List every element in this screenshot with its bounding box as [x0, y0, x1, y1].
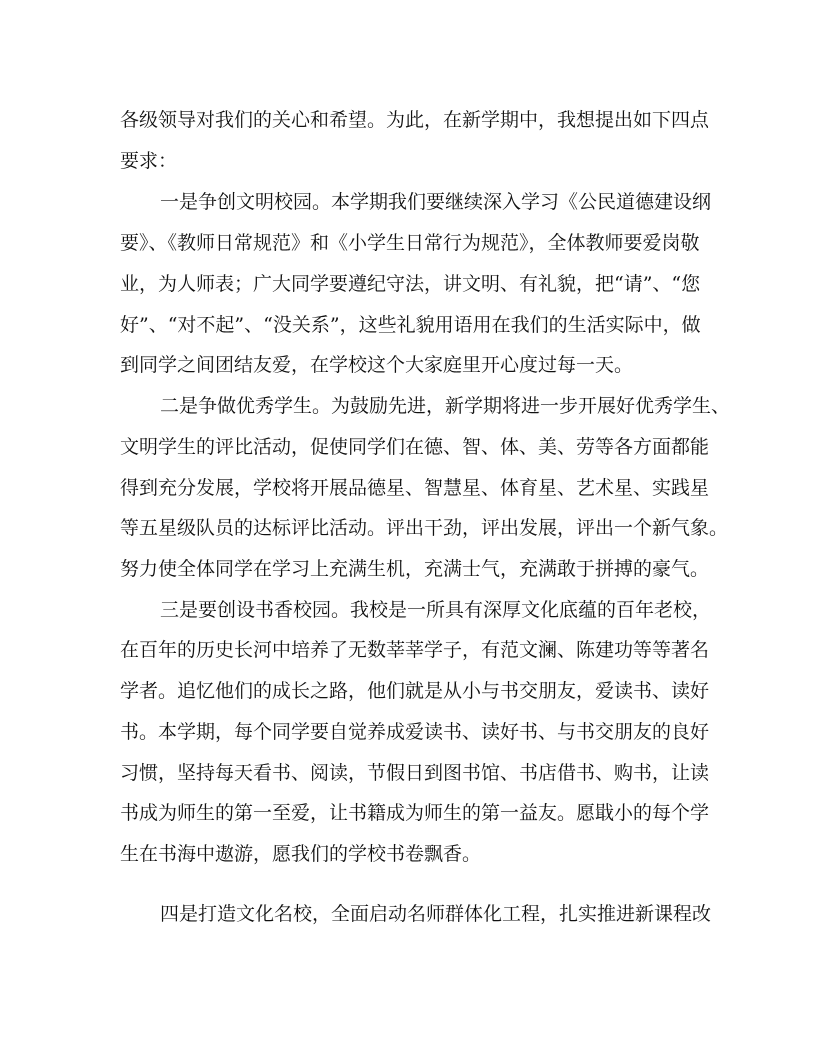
text-line: 书。本学期，每个同学要自觉养成爱读书、读好书、与书交朋友的良好	[120, 721, 710, 743]
text-line: 到同学之间团结友爱，在学校这个大家庭里开心度过每一天。	[120, 354, 634, 376]
text-line: 在百年的历史长河中培养了无数莘莘学子，有范文澜、陈建功等等著名	[120, 639, 710, 661]
paragraph-1-first-line: 一是争创文明校园。本学期我们要继续深入学习《公民道德建设纲	[160, 191, 712, 213]
text-line: 要求：	[120, 150, 178, 172]
text-line: 生在书海中遨游，愿我们的学校书卷飘香。	[120, 843, 482, 865]
text-line: 书成为师生的第一至爱，让书籍成为师生的第一益友。愿戢小的每个学	[120, 802, 710, 824]
paragraph-2-first-line: 二是争做优秀学生。为鼓励先进，新学期将进一步开展好优秀学生、	[160, 395, 731, 417]
text-line: 等五星级队员的达标评比活动。评出干劲，评出发展，评出一个新气象。	[120, 517, 729, 539]
text-line: 各级领导对我们的关心和希望。为此，在新学期中，我想提出如下四点	[120, 109, 710, 131]
text-line: 努力使全体同学在学习上充满生机，充满士气，充满敢于拼搏的豪气。	[120, 558, 710, 580]
text-line: 习惯，坚持每天看书、阅读，节假日到图书馆、书店借书、购书，让读	[120, 762, 710, 784]
text-line: 业，为人师表；广大同学要遵纪守法，讲文明、有礼貌，把“请”、“您	[120, 273, 701, 295]
text-line: 得到充分发展，学校将开展品德星、智慧星、体育星、艺术星、实践星	[120, 477, 710, 499]
paragraph-4-first-line: 四是打造文化名校，全面启动名师群体化工程，扎实推进新课程改	[160, 903, 712, 925]
text-line: 学者。追忆他们的成长之路，他们就是从小与书交朋友，爱读书、读好	[120, 680, 710, 702]
paragraph-3-first-line: 三是要创设书香校园。我校是一所具有深厚文化底蕴的百年老校，	[160, 599, 712, 621]
text-line: 文明学生的评比活动，促使同学们在德、智、体、美、劳等各方面都能	[120, 436, 710, 458]
text-line: 要》、《教师日常规范》和《小学生日常行为规范》，全体教师要爱岗敬	[120, 232, 700, 254]
text-line: 好”、“对不起”、“没关系”，这些礼貌用语用在我们的生活实际中，做	[120, 314, 701, 336]
